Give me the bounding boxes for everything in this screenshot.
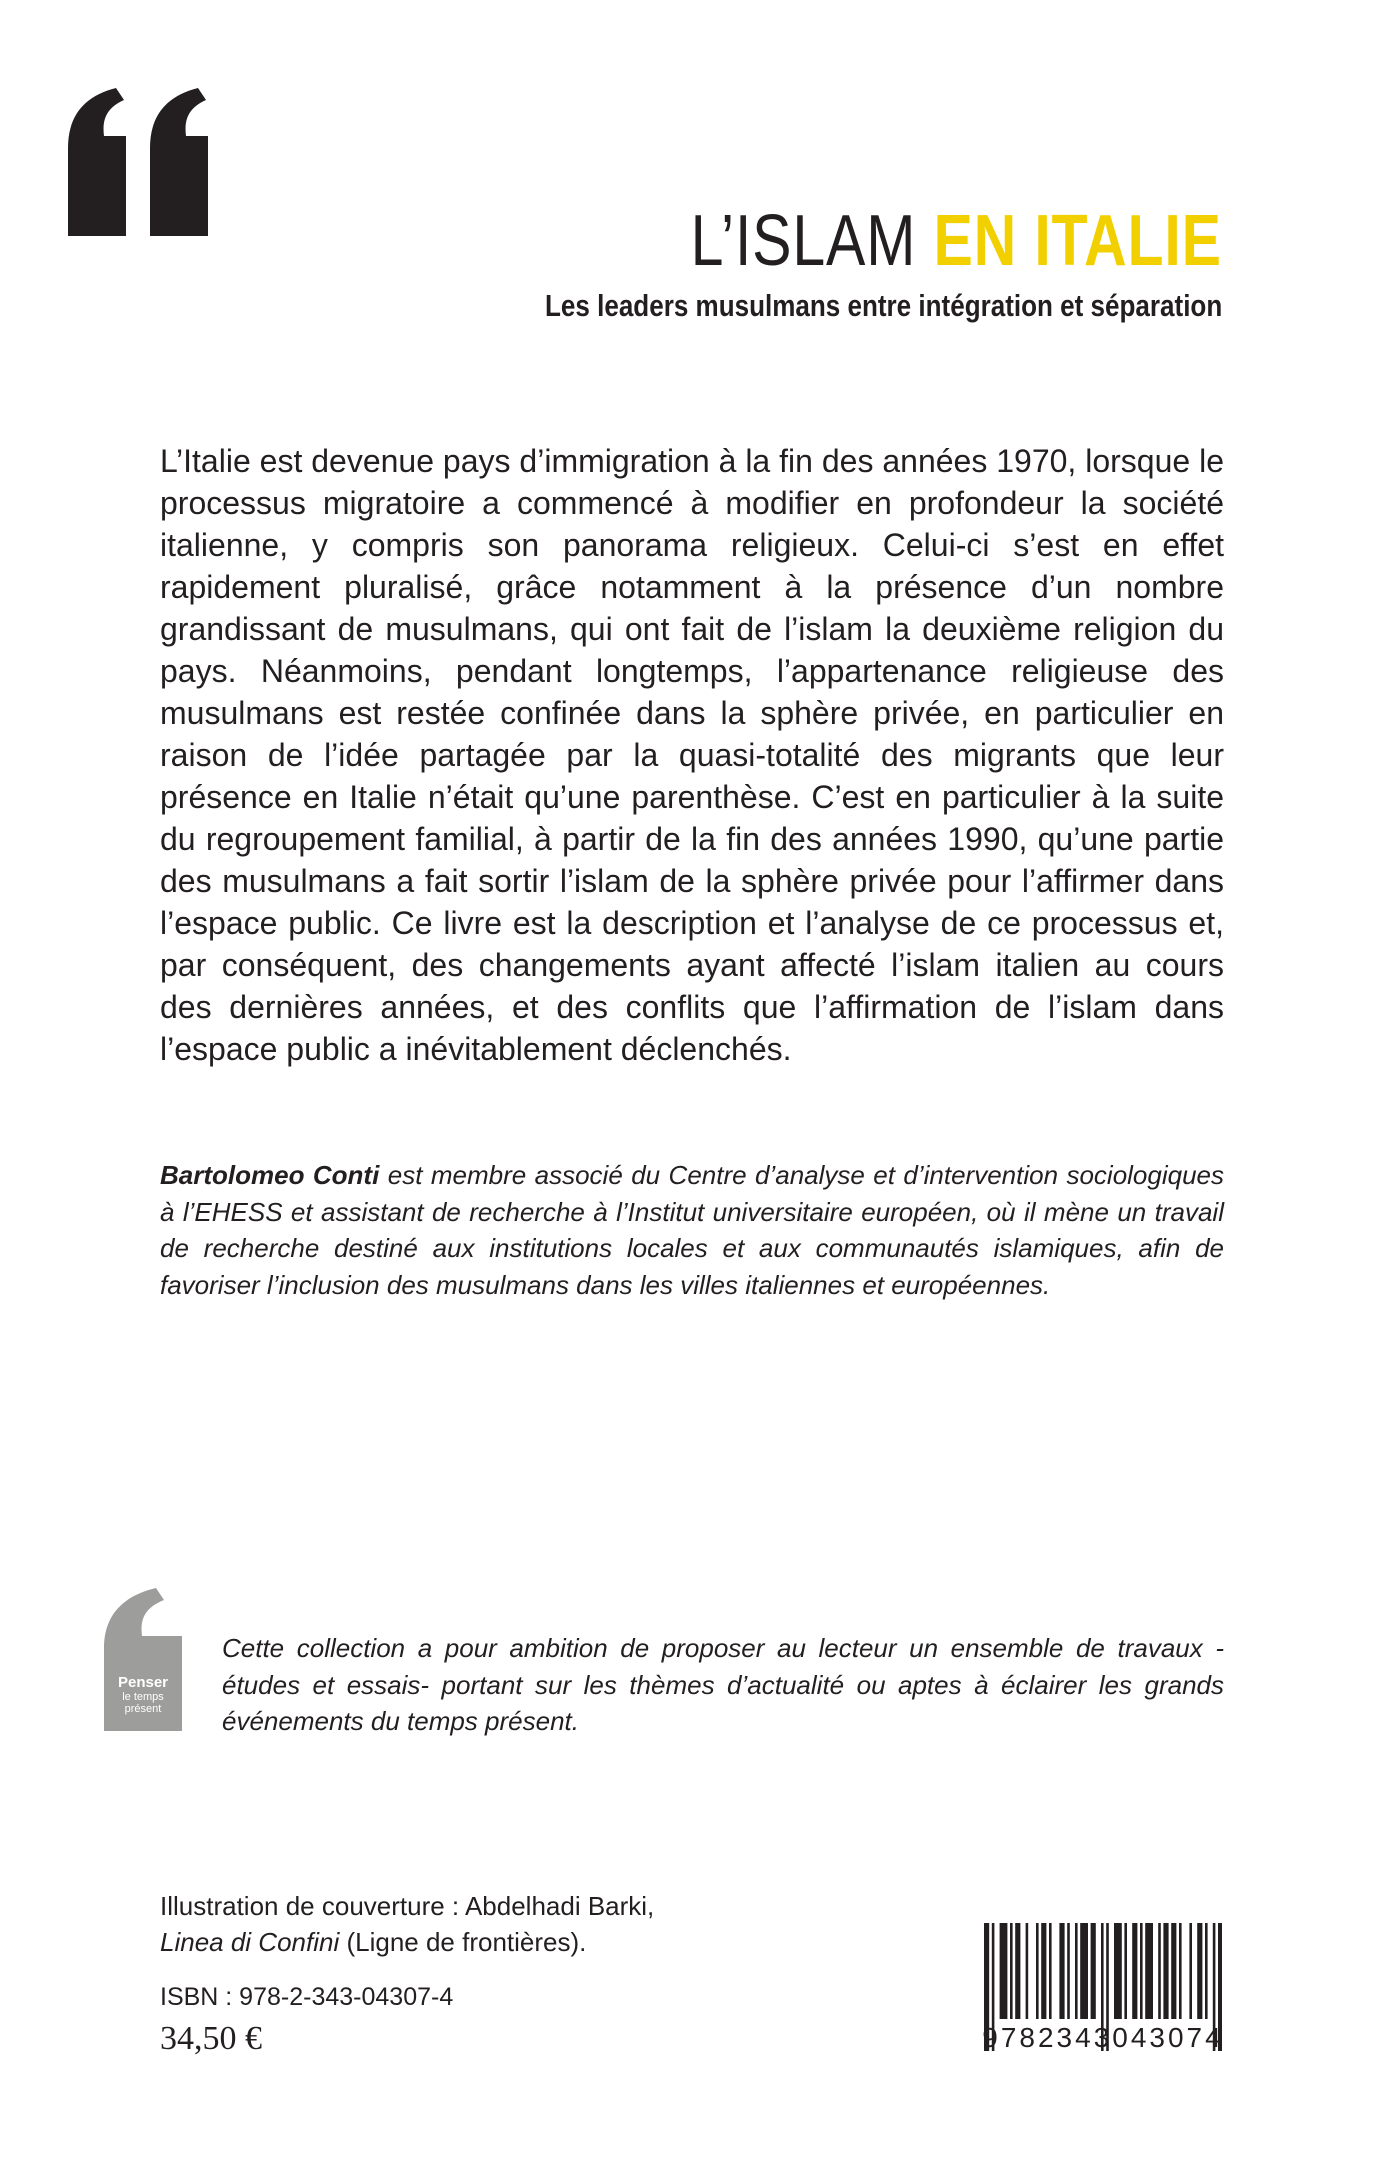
author-name: Bartolomeo Conti [160, 1160, 380, 1190]
barcode-bar [1171, 1923, 1176, 2019]
barcode-bar [1091, 1923, 1096, 2019]
logo-line-3: présent [124, 1703, 162, 1715]
barcode-bar [1026, 1923, 1029, 2019]
barcode-bar [1205, 1923, 1208, 2019]
barcode-bar [1114, 1923, 1122, 2019]
credits-work-title: Linea di Confini [160, 1927, 340, 1957]
credits-line-1: Illustration de couverture : Abdelhadi Barki, [160, 1891, 655, 1921]
book-subtitle: Les leaders musulmans entre intégration et séparation [544, 288, 1222, 323]
cover-credits [160, 1888, 654, 1960]
quote-icon [64, 86, 214, 236]
credits-line-2 [160, 1924, 654, 1960]
price: 34,50 € [160, 2020, 262, 2057]
barcode-bar [1049, 1923, 1052, 2019]
author-bio-text: est membre associé du Centre d’analyse et d’intervention sociologiques à l’EHESS et assistant de recherche à l’Institut universitaire européen, où il mène un travail de recherche destiné aux institutions locales et aux communautés islamiques, afin de favoriser l’inclusion des musulmans dans les villes italiennes et européennes. [160, 1160, 1225, 1300]
title-part-2: EN ITALIE [933, 201, 1222, 281]
barcode-bar [1145, 1923, 1153, 2019]
barcode-bar [1179, 1923, 1182, 2019]
collection-logo-text [104, 1675, 182, 1715]
barcode-bar [1059, 1923, 1064, 2019]
barcode-bar [1189, 1923, 1192, 2019]
author-bio [160, 1157, 1224, 1303]
barcode-digits: 9782343043074 [982, 2022, 1224, 2053]
barcode-bar [1075, 1923, 1078, 2019]
barcode-bar [1163, 1923, 1168, 2019]
barcode-bar [1036, 1923, 1039, 2019]
barcode-bar [1140, 1923, 1143, 2019]
book-summary: L’Italie est devenue pays d’immigration à la fin des années 1970, lorsque le processus migratoire a commencé à modifier en profondeur la société italienne, y compris son panorama religieux. Celui-ci s’est en effet rapidement pluralisé, grâce notamment à la présence d’un nombre grandissant de musulmans, qui ont fait de l’islam la deuxième religion du pays. Néanmoins, pendant longtemps, l’appartenance religieuse des musulmans est restée confinée dans la sphère privée, en particulier en raison de l’idée partagée par la quasi-totalité des migrants que leur présence en Italie n’était qu’une parenthèse. C’est en particulier à la suite du regroupement familial, à partir de la fin des années 1990, qu’une partie des musulmans a fait sortir l’islam de la sphère privée pour l’affirmer dans l’espace public. Ce livre est la description et l’analyse de ce processus et, par conséquent, des changements ayant affecté l’islam italien au cours des dernières années, et des conflits que l’affirmation de l’islam dans l’espace public a inévitablement déclenchés. [160, 443, 1224, 1067]
logo-line-1: Penser [117, 1674, 169, 1691]
barcode-bar [1132, 1923, 1137, 2019]
logo-line-2: le temps [122, 1691, 164, 1703]
collection-description: Cette collection a pour ambition de proposer au lecteur un ensemble de travaux - études et essais- portant sur les thèmes d’actualité ou aptes à éclairer les grands événements du temps présent. [222, 1633, 1224, 1736]
barcode-bar [1080, 1923, 1088, 2019]
barcode-bar [1124, 1923, 1127, 2019]
barcode-bar [1010, 1923, 1013, 2019]
barcode-bar [1015, 1923, 1020, 2019]
title-part-1: L’ISLAM [690, 201, 917, 281]
barcode-bar [1158, 1923, 1161, 2019]
barcode-bar [1041, 1923, 1046, 2019]
barcode-bar [1000, 1923, 1008, 2019]
credits-work-note: (Ligne de frontières). [339, 1927, 587, 1957]
isbn: ISBN : 978-2-343-04307-4 [160, 1983, 454, 2011]
barcode-bar [1067, 1923, 1070, 2019]
book-title [690, 201, 1222, 281]
barcode-bar [1197, 1923, 1202, 2019]
